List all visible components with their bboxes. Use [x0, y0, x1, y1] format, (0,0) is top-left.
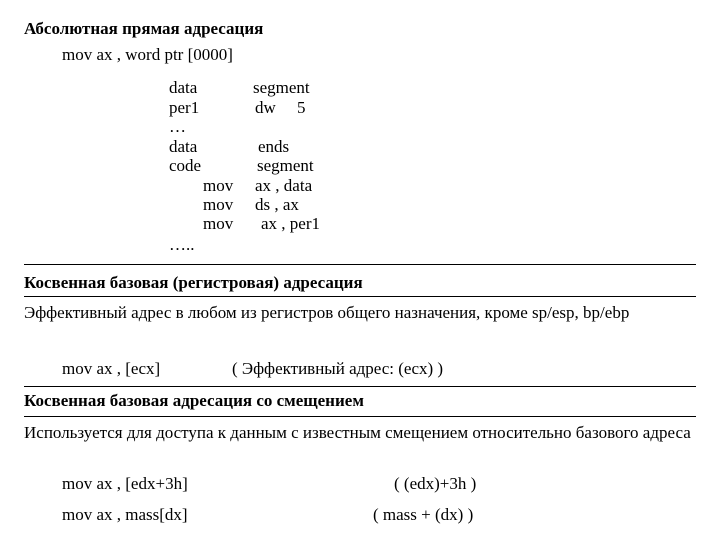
code-line-right: ends — [258, 137, 290, 156]
code-line-right: dw 5 — [255, 98, 306, 117]
instruction-offset-example: mov ax , [edx+3h] — [62, 474, 188, 493]
divider — [24, 264, 696, 265]
heading-indirect-base-addressing: Косвенная базовая (регистровая) адресация — [24, 273, 363, 292]
divider — [24, 416, 696, 417]
code-line-right: ax , per1 — [261, 214, 321, 233]
code-line-left: data — [169, 137, 198, 156]
code-line-left: mov — [203, 176, 234, 195]
code-line-left: mov — [203, 214, 234, 233]
comment-effective-address: ( Эффективный адрес: (ecx) ) — [232, 359, 444, 378]
heading-absolute-direct-addressing: Абсолютная прямая адресация — [24, 19, 264, 38]
instruction-absolute: mov ax , word ptr [0000] — [62, 45, 233, 64]
divider — [24, 386, 696, 387]
instruction-indirect-base: mov ax , [ecx] — [62, 359, 161, 378]
code-line-left: code — [169, 156, 202, 175]
code-line-right: segment — [253, 78, 310, 97]
instruction-offset-example: mov ax , mass[dx] — [62, 505, 188, 524]
code-line-right: ax , data — [255, 176, 313, 195]
comment-offset-example: ( (edx)+3h ) — [394, 474, 477, 493]
divider — [24, 296, 696, 297]
code-line-left: data — [169, 78, 198, 97]
description-indirect-base: Эффективный адрес в любом из регистров общего назначения, кроме sp/esp, bp/ebp — [24, 303, 630, 322]
code-line-right: ds , ax — [255, 195, 299, 214]
code-line-left: ….. — [169, 235, 195, 254]
code-line-left: … — [169, 117, 186, 136]
code-line-left: per1 — [169, 98, 200, 117]
code-line-right: segment — [257, 156, 314, 175]
comment-offset-example: ( mass + (dx) ) — [373, 505, 474, 524]
description-indirect-base-offset: Используется для доступа к данным с известным смещением относительно базового адреса — [24, 423, 691, 442]
code-line-left: mov — [203, 195, 234, 214]
heading-indirect-base-offset-addressing: Косвенная базовая адресация со смещением — [24, 391, 364, 410]
